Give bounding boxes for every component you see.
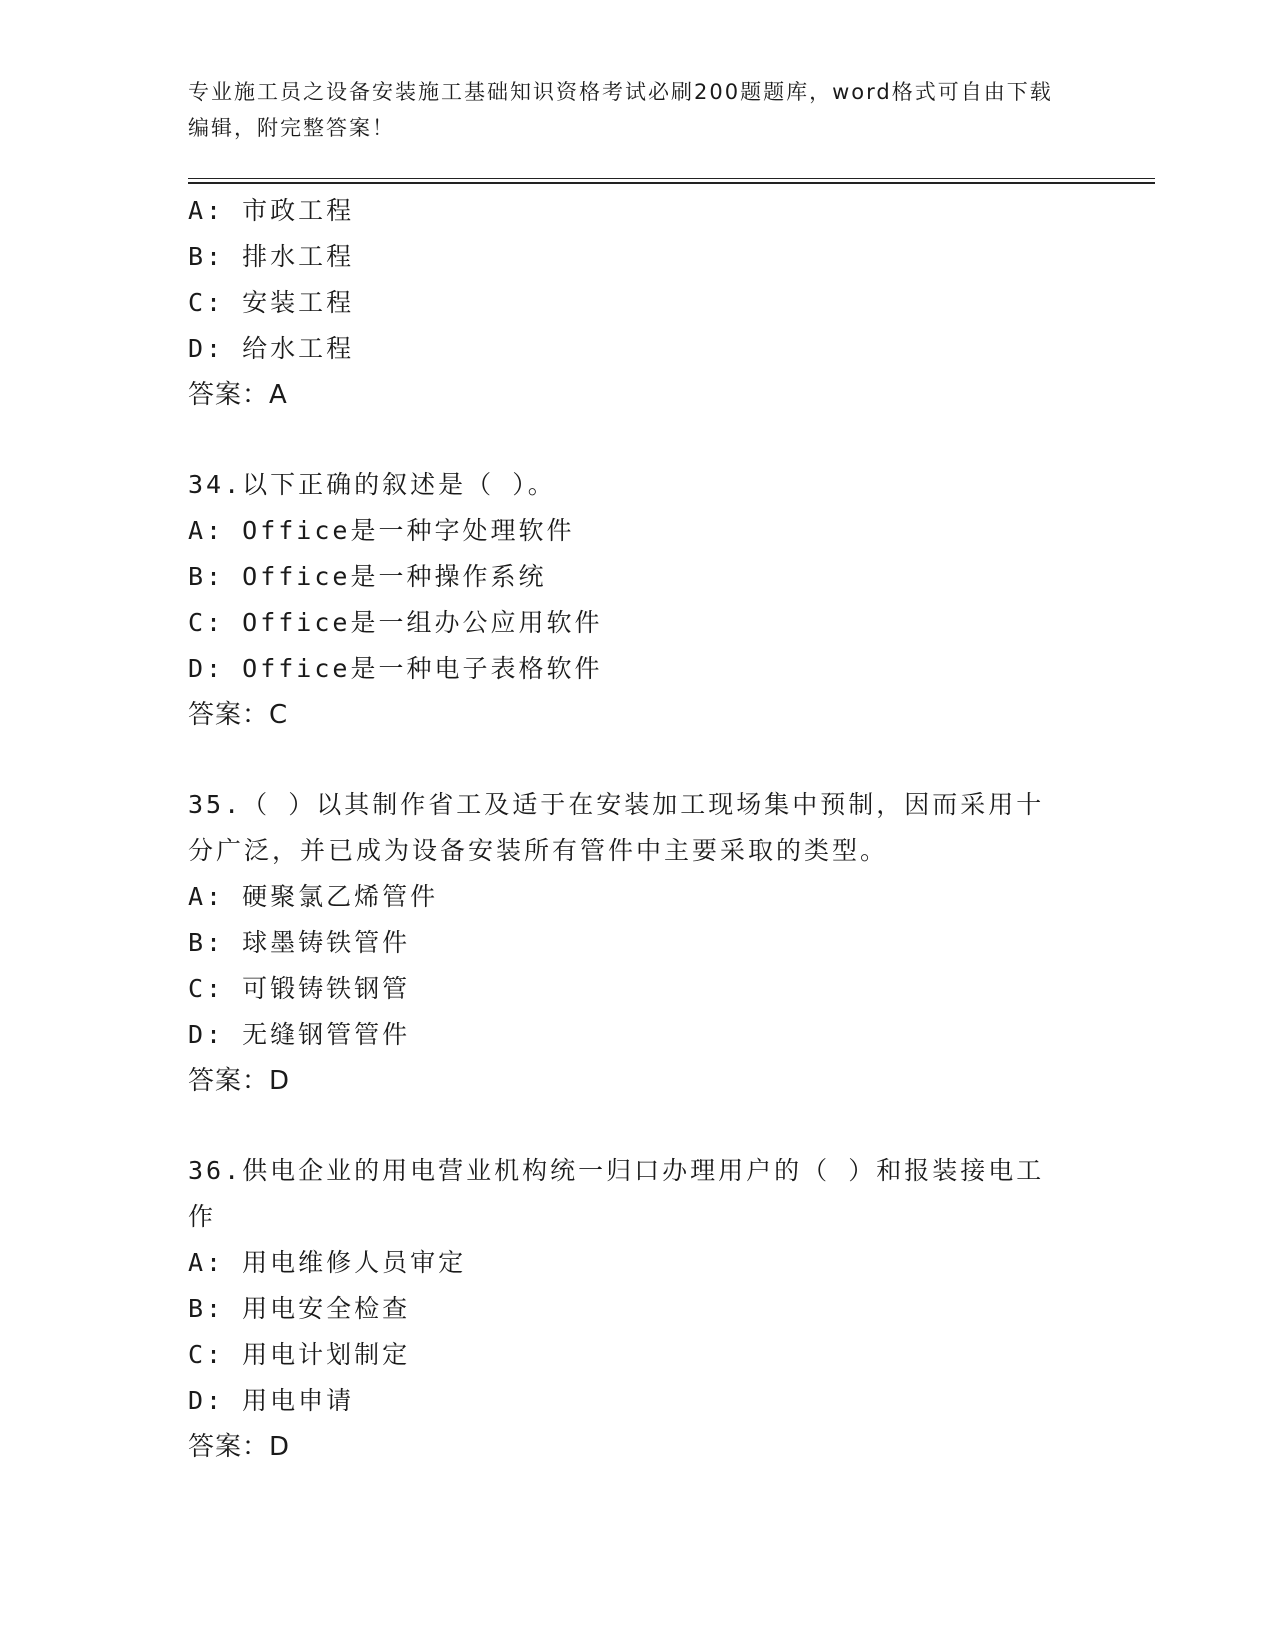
answer-label: 答案：C: [188, 700, 289, 730]
header-rule-thin: [188, 178, 1155, 179]
question-stem: 36.供电企业的用电营业机构统一归口办理用户的（ ）和报装接电工作: [188, 1156, 1045, 1231]
question-35: [188, 782, 1088, 1104]
option-d: D: 无缝钢管管件: [188, 1020, 411, 1049]
question-33: [188, 188, 1088, 418]
answer-label: 答案：D: [188, 1432, 291, 1462]
option-a: A: 市政工程: [188, 196, 355, 225]
spacer: [188, 1104, 1088, 1148]
document-header: 专业施工员之设备安装施工基础知识资格考试必刷200题题库，word格式可自由下载编辑，附完整答案！: [188, 80, 1053, 140]
option-a: A: Office是一种字处理软件: [188, 516, 575, 545]
option-b: B: 球墨铸铁管件: [188, 928, 411, 957]
spacer: [188, 738, 1088, 782]
option-b: B: Office是一种操作系统: [188, 562, 547, 591]
option-d: D: 用电申请: [188, 1386, 355, 1415]
header-rule-thick: [188, 182, 1155, 184]
answer-label: 答案：D: [188, 1066, 291, 1096]
question-list: [188, 188, 1088, 1470]
question-stem: 35.（ ）以其制作省工及适于在安装加工现场集中预制，因而采用十分广泛，并已成为设备安装所有管件中主要采取的类型。: [188, 790, 1045, 865]
option-b: B: 用电安全检查: [188, 1294, 411, 1323]
option-d: D: Office是一种电子表格软件: [188, 654, 603, 683]
option-c: C: 可锻铸铁钢管: [188, 974, 411, 1003]
option-c: C: Office是一组办公应用软件: [188, 608, 603, 637]
option-a: A: 用电维修人员审定: [188, 1248, 467, 1277]
question-stem: 34.以下正确的叙述是（ ）。: [188, 470, 556, 499]
option-a: A: 硬聚氯乙烯管件: [188, 882, 439, 911]
option-c: C: 用电计划制定: [188, 1340, 411, 1369]
option-b: B: 排水工程: [188, 242, 355, 271]
option-d: D: 给水工程: [188, 334, 355, 363]
option-c: C: 安装工程: [188, 288, 355, 317]
question-36: [188, 1148, 1088, 1470]
answer-label: 答案：A: [188, 380, 288, 410]
question-34: [188, 462, 1088, 738]
spacer: [188, 418, 1088, 462]
